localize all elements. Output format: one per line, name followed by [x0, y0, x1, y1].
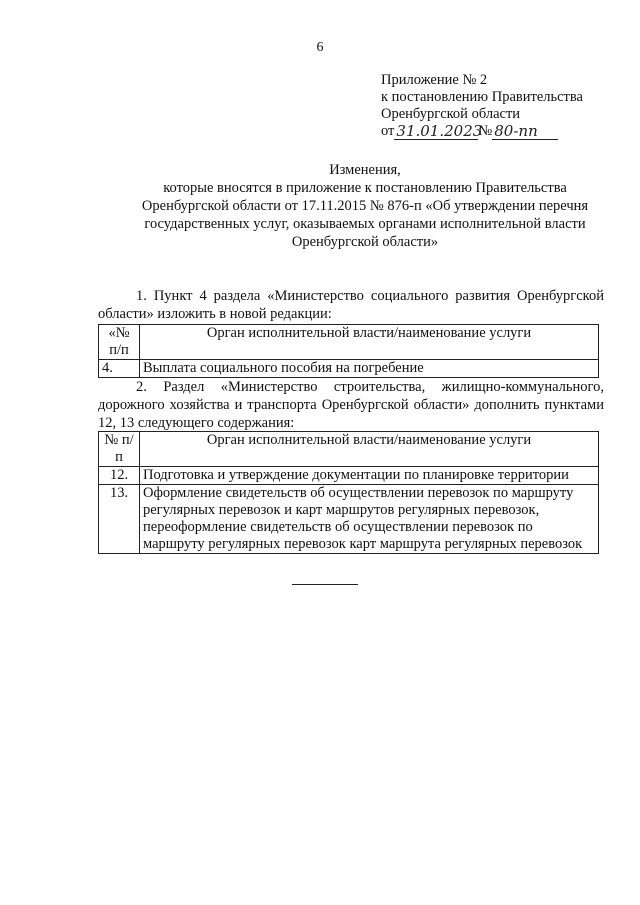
- table-1-header-num: «№ п/п: [99, 325, 140, 360]
- heading-line-3: Оренбургской области от 17.11.2015 № 876-п «Об утверждении перечня: [141, 198, 589, 214]
- table-1-header-name: Орган исполнительной власти/наименование услуги: [140, 325, 599, 360]
- page-number: 6: [316, 40, 324, 55]
- appendix-date-row: [381, 123, 583, 140]
- table-2-header-num: № п/п: [99, 432, 140, 467]
- table-row: [99, 485, 599, 554]
- heading-line-4: государственных услуг, оказываемых органами исполнительной власти: [144, 216, 586, 232]
- number-label: №: [478, 123, 493, 139]
- row-service-name: Подготовка и утверждение документации по планировке территории: [140, 467, 599, 485]
- closing-divider: [292, 584, 358, 585]
- appendix-line-1: Приложение № 2: [381, 72, 488, 88]
- row-number: 4.: [99, 360, 140, 378]
- row-service-name: Оформление свидетельств об осуществлении перевозок по маршруту регулярных перевозок и карт маршрутов регулярных перевозок, переоформление свидетельств об осуществлении перевозок по маршруту регулярных перевозок карт маршрута регулярных перевозок: [140, 485, 599, 554]
- paragraph-2: 2. Раздел «Министерство строительства, жилищно-коммунального, дорожного хозяйства и транспорта Оренбургской области» дополнить пунктами 12, 13 следующего содержания:: [98, 379, 604, 431]
- table-2-header-row: [99, 432, 599, 467]
- from-label: от: [381, 123, 395, 139]
- heading-title: Изменения,: [329, 162, 401, 178]
- table-row: [99, 467, 599, 485]
- heading-line-2: которые вносятся в приложение к постановлению Правительства: [163, 180, 567, 196]
- table-1-header-row: [99, 325, 599, 360]
- handwritten-date: 31.01.2023: [396, 122, 483, 140]
- row-number: 13.: [99, 485, 140, 554]
- table-2: [98, 431, 599, 554]
- heading-line-5: Оренбургской области»: [291, 234, 439, 250]
- appendix-line-3: Оренбургской области: [381, 106, 521, 122]
- table-2-header-name: Орган исполнительной власти/наименование услуги: [140, 432, 599, 467]
- row-number: 12.: [99, 467, 140, 485]
- paragraph-1: 1. Пункт 4 раздела «Министерство социального развития Оренбургской области» изложить в новой редакции:: [98, 288, 604, 322]
- table-1: [98, 324, 599, 378]
- table-row: [99, 360, 599, 378]
- appendix-header: [381, 72, 583, 140]
- handwritten-number: 80-пп: [492, 124, 558, 140]
- row-service-name: Выплата социального пособия на погребение: [140, 360, 599, 378]
- appendix-line-2: к постановлению Правительства: [381, 89, 583, 105]
- document-heading: [100, 161, 630, 251]
